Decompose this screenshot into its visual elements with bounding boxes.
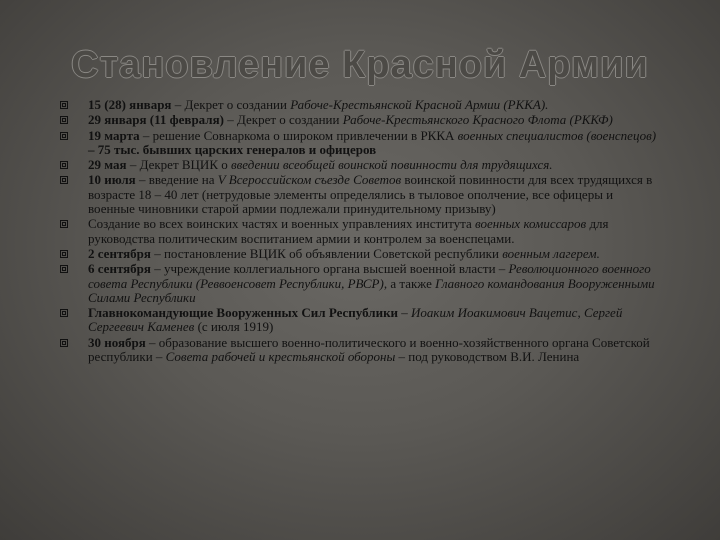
bullet-text-segment: Рабоче-Крестьянской Красной Армии (РККА). (290, 97, 549, 112)
bullet-text-segment: 30 ноября (88, 334, 146, 350)
bullet-item (60, 113, 660, 127)
bullet-text-segment: 2 сентября (88, 245, 151, 261)
bullet-text-segment: Иоаким Иоакимович Вацетис, Сергей Сергеевич Каменев (88, 305, 623, 335)
bullet-text-segment: Главнокомандующие Вооруженных Сил Республики (88, 305, 399, 321)
bullet-item (60, 262, 660, 305)
bullet-text-segment: для руководства политическим воспитанием армии и контролем за военспецами. (88, 216, 609, 246)
bullet-text-segment: 6 сентября (88, 261, 151, 277)
bullet-text-segment: – постановление ВЦИК об объявлении Советской республики (150, 245, 503, 261)
bullet-text-segment: Главного командования Вооруженными Силами Республики (88, 275, 655, 305)
bullet-item (60, 98, 660, 112)
slide-title: Становление Красной Армии (71, 44, 649, 86)
bullet-text-segment: введении всеобщей воинской повинности для трудящихся. (231, 157, 553, 173)
square-bullet-icon (60, 176, 68, 184)
square-bullet-icon (60, 116, 68, 124)
bullet-item (60, 247, 660, 261)
bullet-text-segment: 29 января (11 февраля) (88, 112, 224, 128)
bullet-text-segment: воинской повинности для всех трудящихся в возрасте 18 – 40 лет (нетрудовые элементы определялись в тыловое ополчение, все офицеры и военные чиновники старой армии подлежали принудительному призыву) (88, 172, 653, 217)
bullet-text-segment: Совета рабочей и крестьянской обороны (165, 349, 396, 365)
bullet-text-segment: – 75 тыс. бывших царских генералов и офицеров (88, 141, 377, 157)
square-bullet-icon (60, 132, 68, 140)
bullet-text-segment: военным лагерем. (502, 245, 600, 261)
bullet-text-segment: , а также (383, 275, 436, 291)
bullet-item (60, 173, 660, 216)
bullet-text-segment: V Всероссийском съезде Советов (217, 172, 402, 188)
bullet-item (60, 129, 660, 158)
bullet-text-segment: 19 марта (88, 127, 140, 143)
bullet-text-segment: военных специалистов (военспецов) (457, 127, 657, 143)
bullet-text-segment: Революционного военного совета Республики (Реввоенсовет Республики, РВСР) (88, 261, 651, 291)
bullet-text-segment: Создание во всех воинских частях и военных управлениях института (88, 216, 475, 232)
bullet-text-segment: – Декрет о создании (223, 112, 343, 128)
bullet-list (60, 98, 660, 365)
bullet-item (60, 306, 660, 335)
bullet-text-segment: – решение Совнаркома о широком привлечении в РККА (139, 127, 458, 143)
square-bullet-icon (60, 161, 68, 169)
square-bullet-icon (60, 309, 68, 317)
bullet-text-segment: Рабоче-Крестьянского Красного Флота (РККФ) (342, 112, 613, 128)
bullet-text-segment: 10 июля (88, 172, 136, 188)
bullet-text-segment: – образование высшего военно-политического и военно-хозяйственного органа Советской республики – (88, 334, 650, 365)
bullet-text-segment: – (398, 305, 412, 321)
bullet-text-segment: – введение на (135, 172, 218, 188)
bullet-item (60, 158, 660, 172)
bullet-text-segment: 29 мая (88, 157, 127, 173)
square-bullet-icon (60, 101, 68, 109)
bullet-text-segment: – Декрет ВЦИК о (126, 157, 231, 173)
bullet-item (60, 336, 660, 365)
bullet-text-segment: – под руководством В.И. Ленина (395, 349, 580, 365)
bullet-text-segment: – учреждение коллегиального органа высшей военной власти – (150, 261, 509, 277)
square-bullet-icon (60, 265, 68, 273)
square-bullet-icon (60, 220, 68, 228)
bullet-text-segment: 15 (28) января (88, 97, 172, 112)
bullet-item (60, 217, 660, 246)
bullet-text-segment: (с июля 1919) (194, 319, 274, 335)
bullet-text-segment: – Декрет о создании (171, 97, 291, 112)
square-bullet-icon (60, 250, 68, 258)
square-bullet-icon (60, 339, 68, 347)
bullet-text-segment: военных комиссаров (474, 216, 587, 232)
